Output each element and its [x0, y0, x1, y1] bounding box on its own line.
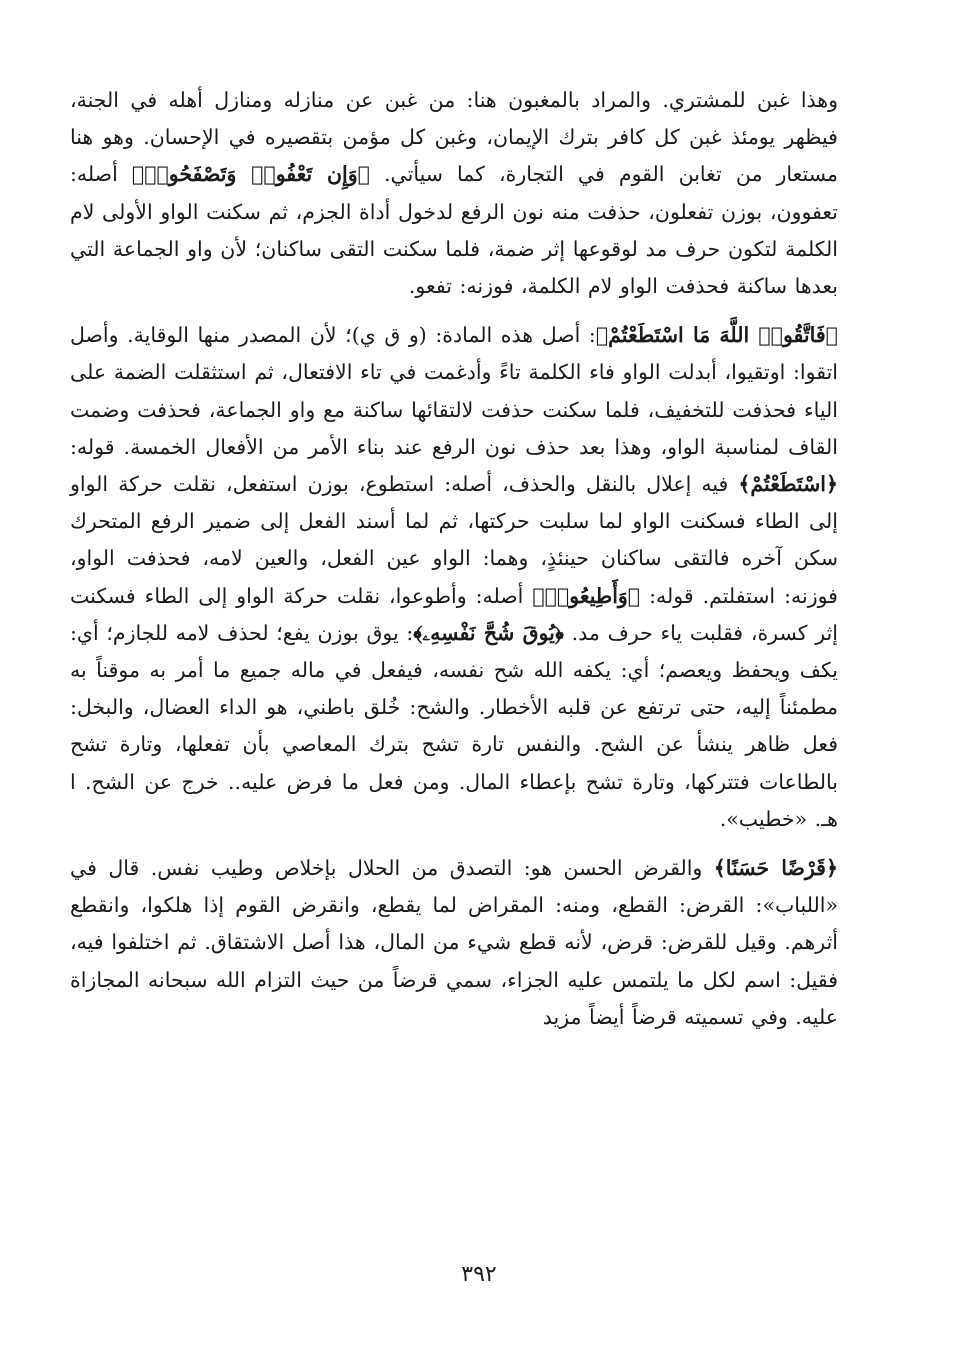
book-page — [70, 82, 838, 1262]
body-text: : أصل هذه المادة: (و ق ي)؛ لأن المصدر منها الوقاية. وأصل اتقوا: اوتقيوا، أبدلت الواو فاء الكلمة تاءً وأدغمت في تاء الافتعال، ثم استثقلت الضمة على الياء فحذفت للتخفيف، فلما سكنت حذفت لالتقائها ساكنة مع واو الجماعة، فحذفت وضمت القاف لمناسبة الواو، وهذا بعد حذف نون الرفع عند بناء الأمر من الأفعال الخمسة. قوله: — [70, 323, 838, 459]
body-text: أصله: وأطوعوا، نقلت حركة الواو إلى الطاء فسكنت إثر كسرة، فقلبت ياء حرف مد. — [70, 583, 838, 645]
quran-quote: ﴿قَرْضًا حَسَنًا﴾ — [713, 856, 838, 881]
body-text: والقرض الحسن هو: التصدق من الحلال بإخلاص وطيب نفس. قال في «اللباب»: القرض: القطع، ومنه: المقراض لما يقطع، وانقرض القوم إذا هلكوا، وانقطع أثرهم. وقيل للقرض: قرض، لأنه قطع شيء من المال، هذا أصل الاشتقاق. ثم اختلفوا فيه، فقيل: اسم لكل ما يلتمس عليه الجزاء، سمي قرضاً من حيث التزام الله سبحانه المجازاة عليه. وفي تسميته قرضاً أيضاً مزيد — [70, 856, 838, 1029]
body-text: فيه إعلال بالنقل والحذف، أصله: استطوع، بوزن استفعل، نقلت حركة الواو إلى الطاء فسكنت الواو لما سلبت حركتها، ثم لما أسند الفعل إلى ضمير الرفع المتحرك سكن آخره فالتقى ساكنان حينئذٍ، وهما: الواو عين الفعل، والعين لامه، فحذفت الواو، فوزنه: استفلتم. قوله: — [70, 472, 838, 608]
quran-quote: ﴿يُوقَ شُحَّ نَفْسِهِۦ﴾ — [413, 620, 564, 645]
quran-quote: ﴿وَأَطِيعُوا۟﴾ — [532, 583, 641, 608]
quran-quote: ﴿فَاتَّقُوا۟ اللَّهَ مَا اسْتَطَعْتُمْ﴾ — [595, 323, 838, 348]
page-number: ٣٩٢ — [461, 1262, 497, 1287]
quran-quote: ﴿وَإِن تَعْفُوا۟ وَتَصْفَحُوا۟﴾ — [131, 162, 370, 187]
body-text: : يوق بوزن يفع؛ لحذف لامه للجازم؛ أي: يكف ويحفظ ويعصم؛ أي: يكفه الله شح نفسه، فيفعل في ماله جميع ما أمر به موقناً به مطمئناً إليه، حتى ترتفع عن قلبه الأخطار. والشح: خُلق باطني، هو الداء العضال، والبخل: فعل ظاهر ينشأ عن الشح. والنفس تارة تشح بترك المعاصي بأن تفعلها، وتارة تشح بالطاعات فتتركها، وتارة تشح بإعطاء المال. ومن فعل ما فرض عليه.. خرج عن الشح. ا هـ. «خطيب». — [70, 620, 838, 831]
paragraph-2 — [70, 317, 838, 838]
body-text: أصله: تعفوون، بوزن تفعلون، حذفت منه نون الرفع لدخول أداة الجزم، ثم سكنت الواو الأولى لام الكلمة لتكون حرف مد لوقوعها إثر ضمة، فلما سكنت التقى ساكنان؛ لأن واو الجماعة التي بعدها ساكنة فحذفت الواو لام الكلمة، فوزنه: تفعو. — [70, 162, 838, 299]
paragraph-3 — [70, 850, 838, 1036]
paragraph-1 — [70, 82, 838, 305]
body-text: وهذا غبن للمشتري. والمراد بالمغبون هنا: من غبن عن منازله ومنازل أهله في الجنة، فيظهر يومئذ غبن كل كافر بترك الإيمان، وغبن كل مؤمن بتقصيره في الإحسان. وهو هنا مستعار من تغابن القوم في التجارة، كما سيأتي. — [70, 88, 839, 187]
quran-quote: ﴿اسْتَطَعْتُمْ﴾ — [738, 472, 838, 497]
